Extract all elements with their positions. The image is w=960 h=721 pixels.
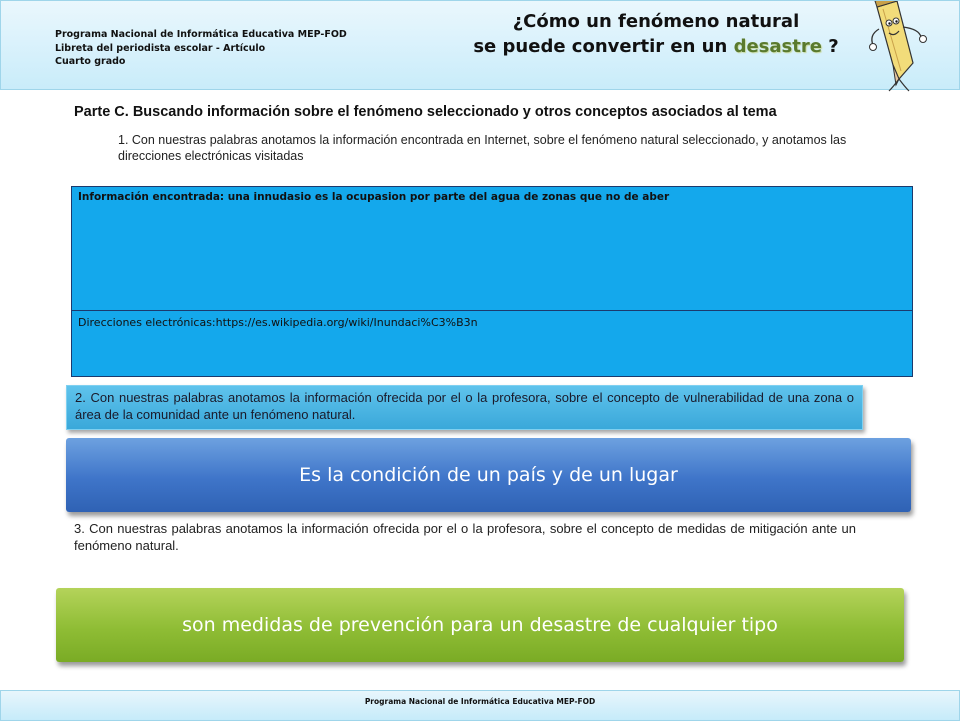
grade-label: Cuarto grado: [55, 56, 126, 67]
notebook-name: Libreta del periodista escolar - Artículo: [55, 42, 266, 54]
answer-vulnerability[interactable]: [66, 438, 911, 512]
footer-banner: [0, 690, 960, 721]
header-banner: [0, 0, 960, 90]
title-line-2: [421, 34, 891, 59]
page-title: [421, 9, 891, 59]
title-line-1: ¿Cómo un fenómeno natural: [512, 11, 800, 32]
info-table: [71, 186, 913, 377]
answer-mitigation-text: son medidas de prevención para un desastre de cualquier tipo: [182, 614, 778, 636]
title-line-2-end: ?: [821, 36, 839, 57]
title-line-2-start: se puede convertir en un: [473, 36, 734, 57]
info-found-cell[interactable]: Información encontrada: una innudasio es la ocupasion por parte del agua de zonas que no de aber: [72, 187, 912, 311]
instruction-3: 3. Con nuestras palabras anotamos la información ofrecida por el o la profesora, sobre el concepto de medidas de mitigación ante un fenómeno natural.: [74, 521, 856, 553]
section-title: Parte C. Buscando información sobre el fenómeno seleccionado y otros conceptos asociados al tema: [74, 104, 777, 120]
program-info: [55, 28, 347, 69]
title-keyword: desastre: [733, 36, 822, 57]
addresses-cell[interactable]: Direcciones electrónicas:https://es.wikipedia.org/wiki/Inundaci%C3%B3n: [78, 316, 478, 329]
program-name: Programa Nacional de Informática Educativa MEP-FOD: [55, 29, 347, 40]
footer-text: Programa Nacional de Informática Educativa MEP-FOD: [364, 697, 596, 706]
answer-vulnerability-text: Es la condición de un país y de un lugar: [299, 464, 678, 486]
instruction-1: 1. Con nuestras palabras anotamos la información encontrada en Internet, sobre el fenómeno natural seleccionado, y anotamos las direcciones electrónicas visitadas: [118, 133, 847, 163]
pencil-character-icon: [863, 1, 933, 93]
instruction-2: 2. Con nuestras palabras anotamos la información ofrecida por el o la profesora, sobre el concepto de vulnerabilidad de una zona o área de la comunidad ante un fenómeno natural.: [66, 385, 863, 430]
answer-mitigation[interactable]: [56, 588, 904, 662]
